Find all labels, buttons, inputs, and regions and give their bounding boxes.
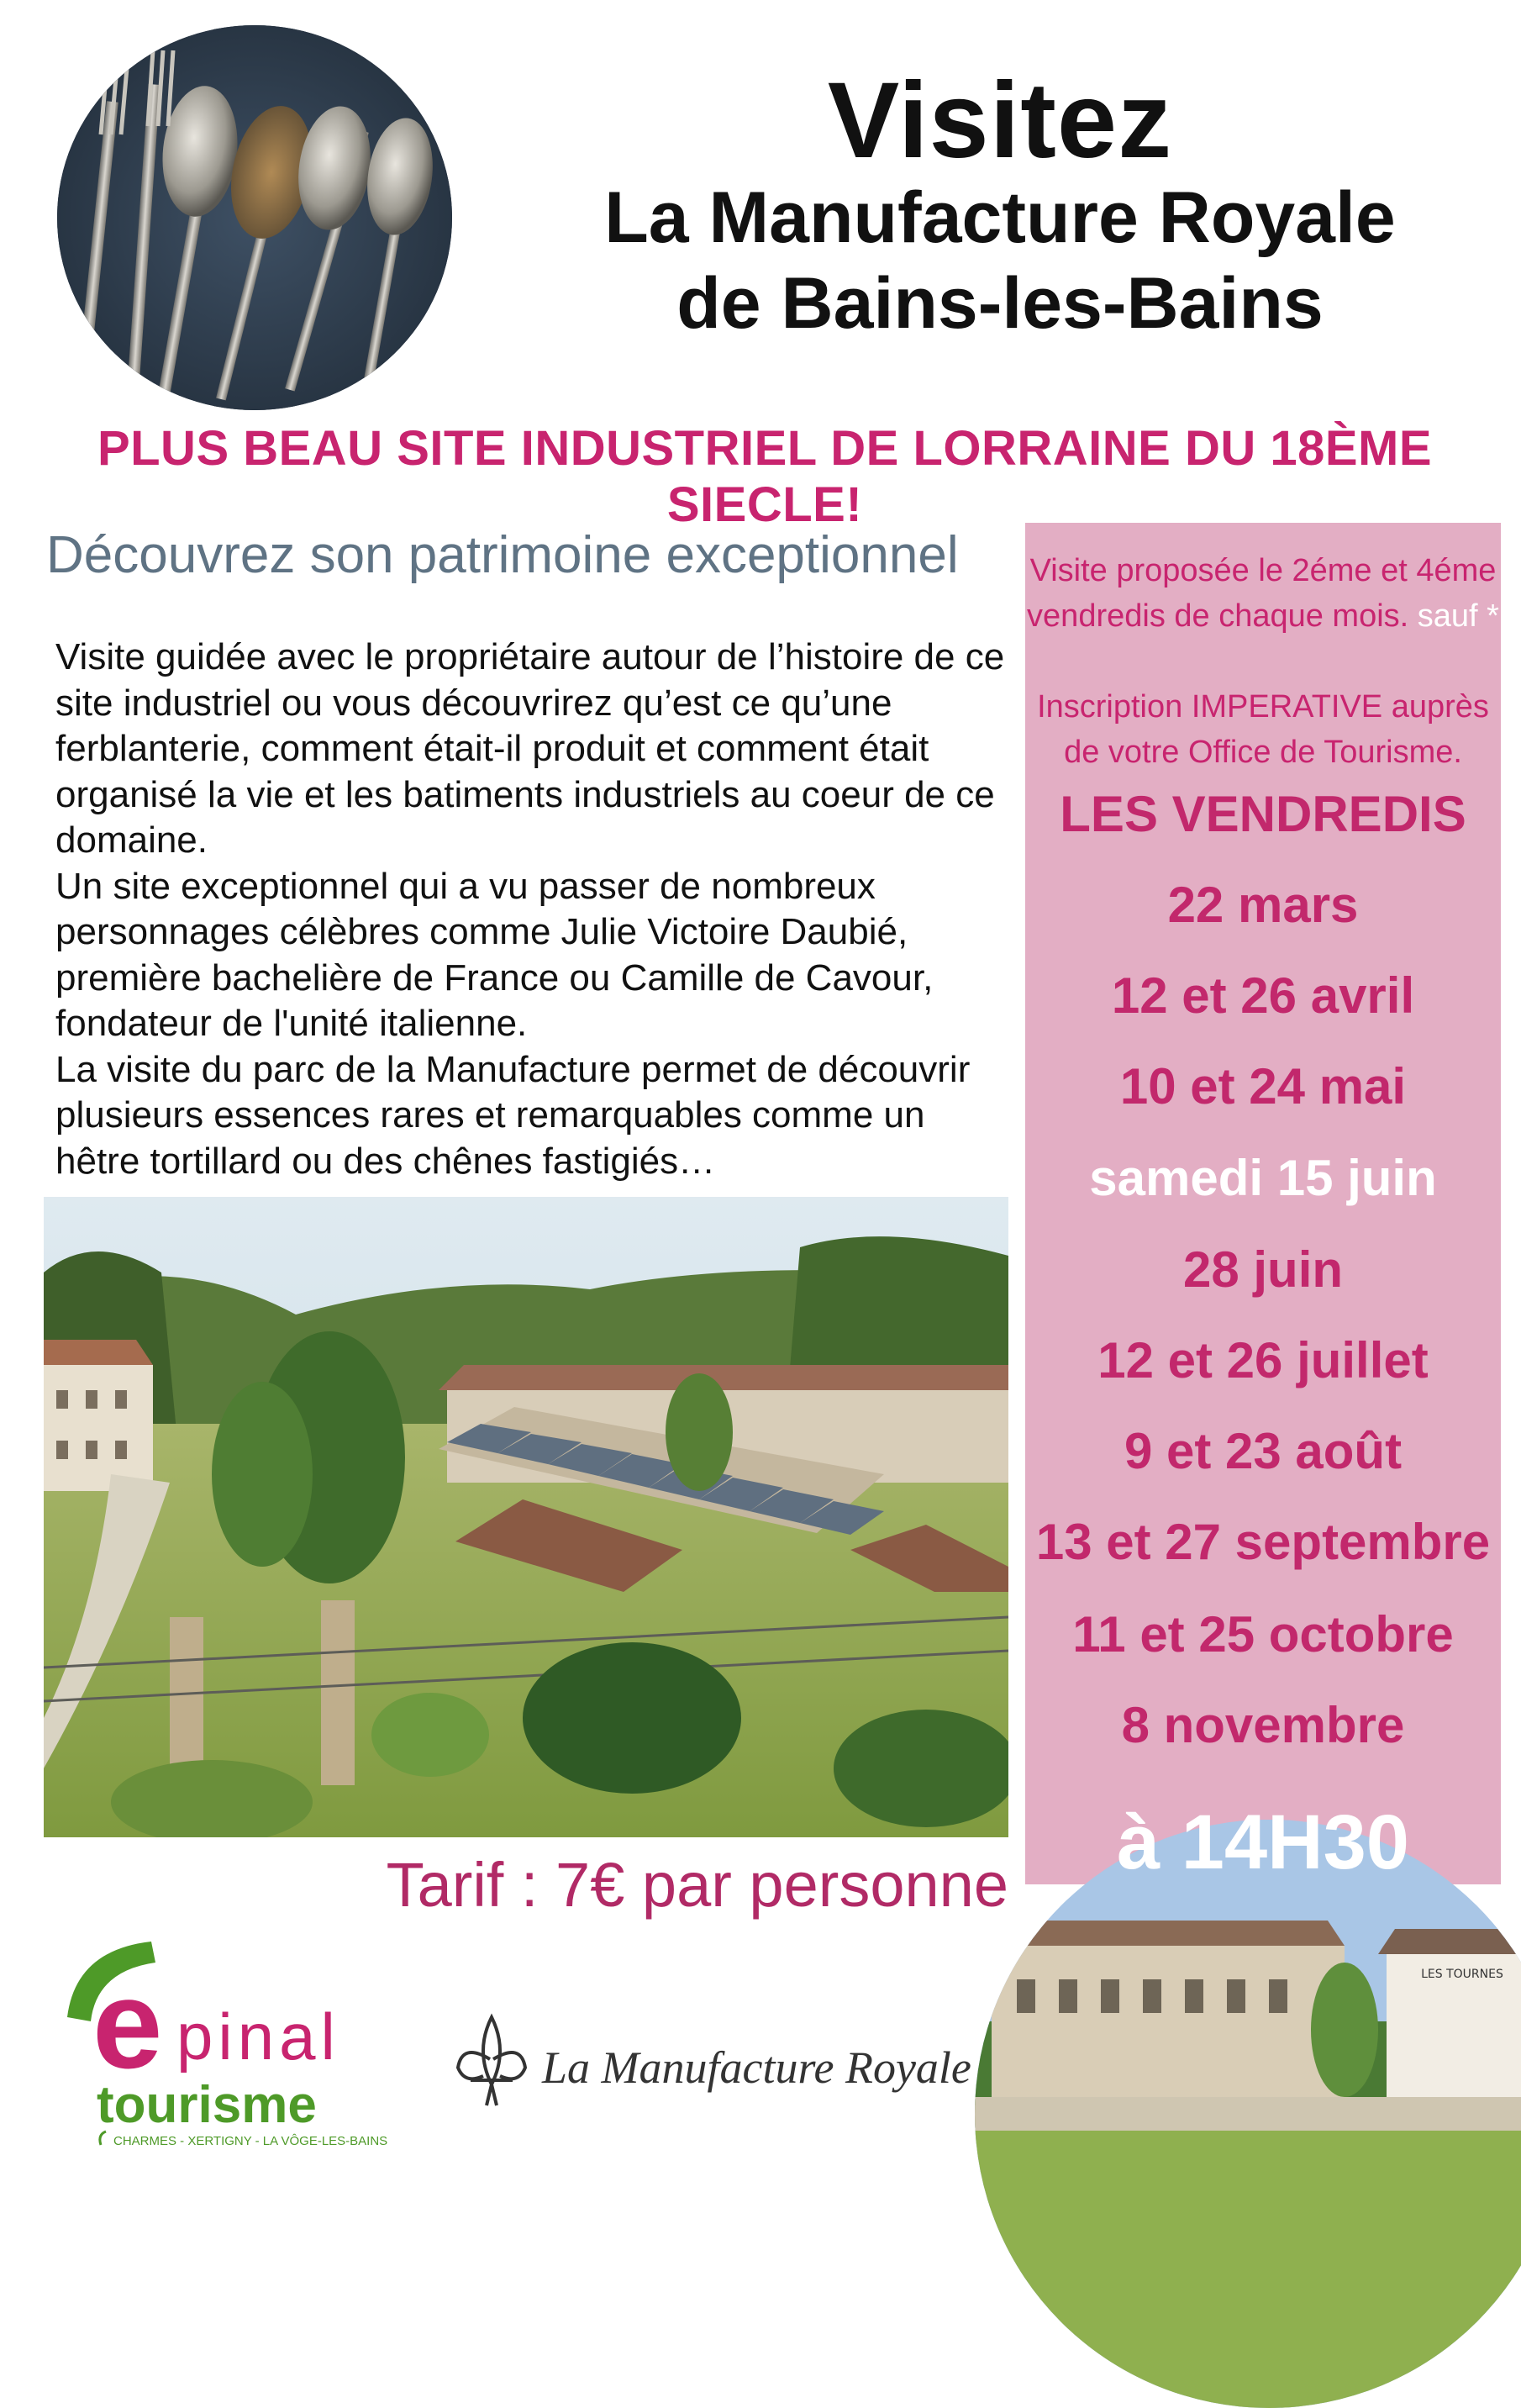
manufacture-royale-logo (450, 2000, 971, 2126)
epinal-word: pinal (176, 2000, 340, 2073)
date-item: 8 novembre (1121, 1697, 1405, 1753)
body-paragraph-3: La visite du parc de la Manufacture permet de découvrir plusieurs essences rares et remarquables comme un hêtre tortillard ou des chênes fastigiés… (55, 1048, 971, 1182)
date-item: 11 et 25 octobre (1072, 1606, 1454, 1662)
headline: PLUS BEAU SITE INDUSTRIEL DE LORRAINE DU 18ÈME SIECLE! (97, 421, 1433, 532)
date-item: 10 et 24 mai (1119, 1058, 1407, 1114)
title-bains: de Bains-les-Bains (676, 263, 1324, 344)
date-item: 9 et 23 août (1124, 1423, 1403, 1479)
manufacture-name: La Manufacture Royale (542, 2042, 971, 2093)
price-label: Tarif : 7€ par personne (386, 1850, 1008, 1920)
date-item: 12 et 26 juillet (1097, 1332, 1429, 1388)
date-item: 13 et 27 septembre (1035, 1514, 1491, 1570)
body-text (55, 635, 1005, 1184)
visit-info-sauf: sauf * (1417, 598, 1499, 634)
dates-panel (1025, 523, 1501, 1884)
fleur-de-lis-icon (458, 2017, 525, 2105)
tourisme-word: tourisme (97, 2076, 317, 2134)
title-manufacture: La Manufacture Royale (604, 177, 1396, 258)
inscription-line-1: Inscription IMPERATIVE auprès (1037, 689, 1489, 725)
title-visitez: Visitez (827, 61, 1173, 181)
dates-heading: LES VENDREDIS (1060, 786, 1466, 842)
date-item-saturday: samedi 15 juin (1089, 1150, 1437, 1206)
epinal-tagline: CHARMES - XERTIGNY - LA VÔGE-LES-BAINS (113, 2134, 388, 2148)
visit-info-line-1: Visite proposée le 2éme et 4éme (1029, 553, 1497, 588)
inscription-line-2: de votre Office de Tourisme. (1064, 735, 1462, 770)
date-item: 28 juin (1182, 1241, 1344, 1298)
date-item: 22 mars (1167, 877, 1359, 933)
body-paragraph-1: Visite guidée avec le propriétaire autour de l’histoire de ce site industriel ou vous découvrirez qu’est ce qu’une ferblanterie, comment était-il produit et comment était organisé la vie et les batiments industriels au coeur de ce domaine. (55, 636, 1005, 861)
building-photo (975, 1820, 1521, 2408)
time-label: à 14H30 (1117, 1799, 1409, 1885)
body-paragraph-2: Un site exceptionnel qui a vu passer de nombreux personnages célèbres comme Julie Victoire Daubié, première bachelière de France ou Camille de Cavour, fondateur de l'unité italienne. (55, 865, 934, 1044)
building-sign: LES TOURNES (1421, 1968, 1503, 1981)
epinal-tourisme-logo (50, 1925, 403, 2152)
estate-photo (44, 1197, 1008, 1837)
subheadline: Découvrez son patrimoine exceptionnel (46, 526, 959, 584)
visit-info-line-2 (1025, 593, 1501, 639)
epinal-e: e (92, 1953, 163, 2094)
visit-info-text: vendredis de chaque mois. (1027, 598, 1409, 634)
date-item: 12 et 26 avril (1111, 967, 1415, 1024)
cutlery-photo (57, 25, 452, 410)
